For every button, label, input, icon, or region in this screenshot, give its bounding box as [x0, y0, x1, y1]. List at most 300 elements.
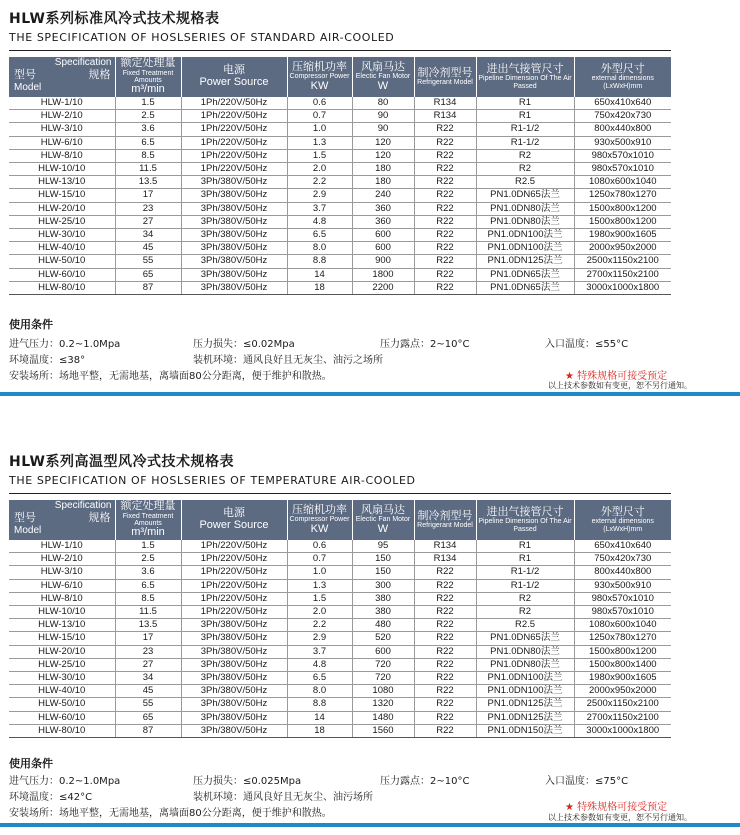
section-title-en: THE SPECIFICATION OF HOSLSERIES OF TEMPERATURE AIR-COOLED [9, 474, 416, 487]
cell-refrigerant: R22 [414, 698, 476, 711]
table-row [9, 242, 671, 255]
table-row [9, 592, 671, 605]
cell-power: 3Ph/380V/50Hz [181, 215, 287, 228]
header-pipeline: 进出气接管尺寸 Pipeline Dimension Of The Air Passed [476, 500, 574, 540]
cell-fan: 720 [352, 672, 414, 685]
cell-dimensions: 1980x900x1605 [574, 672, 671, 685]
cell-refrigerant: R22 [414, 724, 476, 737]
section-title-cn: HLW系列高温型风冷式技术规格表 [9, 454, 234, 470]
section-divider [0, 392, 740, 396]
cell-refrigerant: R134 [414, 97, 476, 110]
cell-compressor: 8.8 [287, 698, 352, 711]
cell-flow: 34 [115, 229, 181, 242]
cell-power: 1Ph/220V/50Hz [181, 553, 287, 566]
spec-table [9, 500, 671, 738]
cell-fan: 95 [352, 540, 414, 553]
table-row [9, 645, 671, 658]
table-row [9, 215, 671, 228]
cell-model: HLW-3/10 [9, 123, 115, 136]
table-header-row [9, 57, 671, 97]
cell-power: 3Ph/380V/50Hz [181, 255, 287, 268]
cell-refrigerant: R22 [414, 711, 476, 724]
cell-model: HLW-80/10 [9, 281, 115, 294]
cell-model: HLW-30/10 [9, 229, 115, 242]
inlet-temp: 入口温度：≤75°C [545, 776, 629, 787]
cell-flow: 27 [115, 658, 181, 671]
cell-refrigerant: R22 [414, 268, 476, 281]
cell-pipeline: R1-1/2 [476, 566, 574, 579]
header-flow: 额定处理量 Fixed Treatment Amounts m³/min [115, 500, 181, 540]
cell-model: HLW-60/10 [9, 268, 115, 281]
table-row [9, 553, 671, 566]
table-row [9, 123, 671, 136]
cell-pipeline: R1-1/2 [476, 579, 574, 592]
cell-flow: 1.5 [115, 97, 181, 110]
cell-power: 1Ph/220V/50Hz [181, 136, 287, 149]
dew-point: 压力露点：2~10°C [380, 339, 470, 350]
cell-fan: 150 [352, 566, 414, 579]
header-refrigerant: 制冷剂型号 Refrigerant Model [414, 57, 476, 97]
cell-fan: 480 [352, 619, 414, 632]
header-dimensions: 外型尺寸 external dimensions (LxWxH)mm [574, 57, 671, 97]
cell-refrigerant: R22 [414, 189, 476, 202]
cell-compressor: 1.3 [287, 579, 352, 592]
pressure-loss: 压力损失：≤0.025Mpa [193, 776, 302, 787]
section-divider [0, 823, 740, 827]
cell-power: 1Ph/220V/50Hz [181, 97, 287, 110]
cell-power: 3Ph/380V/50Hz [181, 268, 287, 281]
cell-power: 3Ph/380V/50Hz [181, 242, 287, 255]
cell-model: HLW-3/10 [9, 566, 115, 579]
cell-compressor: 1.0 [287, 566, 352, 579]
table-row [9, 136, 671, 149]
cell-pipeline: PN1.0DN65法兰 [476, 632, 574, 645]
cell-power: 3Ph/380V/50Hz [181, 619, 287, 632]
cell-flow: 11.5 [115, 163, 181, 176]
table-row [9, 566, 671, 579]
cell-pipeline: R2.5 [476, 176, 574, 189]
cell-power: 1Ph/220V/50Hz [181, 566, 287, 579]
title-underline [9, 493, 671, 494]
header-dimensions: 外型尺寸 external dimensions (LxWxH)mm [574, 500, 671, 540]
cell-flow: 87 [115, 281, 181, 294]
cell-fan: 120 [352, 149, 414, 162]
cell-power: 3Ph/380V/50Hz [181, 229, 287, 242]
cell-model: HLW-50/10 [9, 255, 115, 268]
cell-flow: 34 [115, 672, 181, 685]
cell-compressor: 4.8 [287, 658, 352, 671]
cell-flow: 2.5 [115, 110, 181, 123]
cell-compressor: 1.5 [287, 592, 352, 605]
cell-pipeline: R2 [476, 592, 574, 605]
table-row [9, 281, 671, 294]
cell-dimensions: 800x440x800 [574, 566, 671, 579]
change-notice: 以上技术参数如有变更，恕不另行通知。 [548, 381, 692, 390]
cell-model: HLW-15/10 [9, 632, 115, 645]
cell-pipeline: R2 [476, 149, 574, 162]
cell-pipeline: PN1.0DN125法兰 [476, 255, 574, 268]
cell-compressor: 6.5 [287, 229, 352, 242]
header-power: 电源 Power Source [181, 57, 287, 97]
cell-pipeline: R1-1/2 [476, 136, 574, 149]
cell-fan: 90 [352, 123, 414, 136]
cell-refrigerant: R22 [414, 619, 476, 632]
cell-power: 3Ph/380V/50Hz [181, 672, 287, 685]
cell-fan: 240 [352, 189, 414, 202]
cell-pipeline: PN1.0DN100法兰 [476, 685, 574, 698]
cell-flow: 65 [115, 711, 181, 724]
cell-compressor: 14 [287, 268, 352, 281]
cell-refrigerant: R22 [414, 566, 476, 579]
cell-pipeline: R2.5 [476, 619, 574, 632]
section-title-en: THE SPECIFICATION OF HOSLSERIES OF STANDARD AIR-COOLED [9, 31, 395, 44]
cell-model: HLW-8/10 [9, 149, 115, 162]
cell-dimensions: 1080x600x1040 [574, 176, 671, 189]
cell-flow: 55 [115, 255, 181, 268]
cell-model: HLW-50/10 [9, 698, 115, 711]
cell-compressor: 8.0 [287, 242, 352, 255]
cell-fan: 300 [352, 579, 414, 592]
cell-dimensions: 2000x950x2000 [574, 685, 671, 698]
cell-refrigerant: R22 [414, 202, 476, 215]
cell-compressor: 0.6 [287, 540, 352, 553]
cell-power: 1Ph/220V/50Hz [181, 149, 287, 162]
cell-power: 3Ph/380V/50Hz [181, 698, 287, 711]
cell-dimensions: 1980x900x1605 [574, 229, 671, 242]
special-order-note: ★ 特殊规格可接受预定 [565, 802, 668, 813]
cell-compressor: 18 [287, 724, 352, 737]
cell-fan: 1560 [352, 724, 414, 737]
cell-dimensions: 2500x1150x2100 [574, 255, 671, 268]
cell-compressor: 1.0 [287, 123, 352, 136]
cell-flow: 6.5 [115, 579, 181, 592]
table-row [9, 97, 671, 110]
cell-pipeline: PN1.0DN80法兰 [476, 645, 574, 658]
cell-pipeline: PN1.0DN100法兰 [476, 672, 574, 685]
inlet-pressure: 进气压力：0.2~1.0Mpa [9, 776, 121, 787]
cell-model: HLW-60/10 [9, 711, 115, 724]
cell-pipeline: R1 [476, 110, 574, 123]
cell-model: HLW-2/10 [9, 553, 115, 566]
title-underline [9, 50, 671, 51]
cell-power: 3Ph/380V/50Hz [181, 711, 287, 724]
cell-refrigerant: R22 [414, 149, 476, 162]
cell-fan: 180 [352, 163, 414, 176]
cell-flow: 8.5 [115, 149, 181, 162]
cell-compressor: 8.8 [287, 255, 352, 268]
cell-flow: 23 [115, 645, 181, 658]
cell-dimensions: 1500x800x1400 [574, 658, 671, 671]
cell-refrigerant: R22 [414, 592, 476, 605]
cell-dimensions: 2000x950x2000 [574, 242, 671, 255]
cell-flow: 23 [115, 202, 181, 215]
cell-fan: 90 [352, 110, 414, 123]
cell-pipeline: PN1.0DN80法兰 [476, 658, 574, 671]
install-site: 安装场所：场地平整，无需地基，离墙面80公分距离，便于维护和散热。 [9, 808, 332, 819]
conditions-title: 使用条件 [9, 757, 53, 770]
header-compressor: 压缩机功率 Compressor Power KW [287, 500, 352, 540]
conditions-title: 使用条件 [9, 318, 53, 331]
cell-flow: 13.5 [115, 619, 181, 632]
cell-flow: 6.5 [115, 136, 181, 149]
cell-dimensions: 650x410x640 [574, 97, 671, 110]
table-row [9, 149, 671, 162]
cell-refrigerant: R22 [414, 606, 476, 619]
table-row [9, 579, 671, 592]
cell-refrigerant: R134 [414, 110, 476, 123]
cell-dimensions: 1500x800x1200 [574, 215, 671, 228]
install-env: 装机环境：通风良好且无灰尘、油污之场所 [193, 355, 383, 366]
cell-pipeline: R1-1/2 [476, 123, 574, 136]
spec-table [9, 57, 671, 295]
cell-dimensions: 1500x800x1200 [574, 645, 671, 658]
cell-flow: 1.5 [115, 540, 181, 553]
cell-pipeline: R1 [476, 540, 574, 553]
cell-refrigerant: R22 [414, 579, 476, 592]
cell-compressor: 3.7 [287, 645, 352, 658]
header-fan: 风扇马达 Electic Fan Motor W [352, 500, 414, 540]
install-env: 装机环境：通风良好且无灰尘、油污场所 [193, 792, 373, 803]
cell-dimensions: 1080x600x1040 [574, 619, 671, 632]
table-row [9, 606, 671, 619]
cell-compressor: 0.7 [287, 553, 352, 566]
header-compressor: 压缩机功率 Compressor Power KW [287, 57, 352, 97]
cell-pipeline: R2 [476, 163, 574, 176]
cell-flow: 65 [115, 268, 181, 281]
cell-compressor: 4.8 [287, 215, 352, 228]
cell-fan: 600 [352, 242, 414, 255]
cell-model: HLW-15/10 [9, 189, 115, 202]
cell-refrigerant: R22 [414, 215, 476, 228]
cell-fan: 1480 [352, 711, 414, 724]
cell-flow: 3.6 [115, 566, 181, 579]
table-row [9, 110, 671, 123]
cell-fan: 600 [352, 229, 414, 242]
cell-power: 3Ph/380V/50Hz [181, 685, 287, 698]
cell-dimensions: 2500x1150x2100 [574, 698, 671, 711]
cell-model: HLW-40/10 [9, 242, 115, 255]
cell-compressor: 1.5 [287, 149, 352, 162]
ambient-temp: 环境温度：≤38° [9, 355, 86, 366]
table-row [9, 202, 671, 215]
cell-model: HLW-13/10 [9, 619, 115, 632]
table-row [9, 229, 671, 242]
cell-flow: 17 [115, 189, 181, 202]
cell-pipeline: PN1.0DN100法兰 [476, 229, 574, 242]
ambient-temp: 环境温度：≤42°C [9, 792, 93, 803]
cell-dimensions: 750x420x730 [574, 553, 671, 566]
cell-pipeline: PN1.0DN125法兰 [476, 711, 574, 724]
cell-refrigerant: R22 [414, 658, 476, 671]
table-row [9, 255, 671, 268]
table-row [9, 540, 671, 553]
cell-power: 3Ph/380V/50Hz [181, 724, 287, 737]
cell-power: 1Ph/220V/50Hz [181, 592, 287, 605]
cell-fan: 1080 [352, 685, 414, 698]
cell-fan: 80 [352, 97, 414, 110]
cell-pipeline: PN1.0DN100法兰 [476, 242, 574, 255]
cell-pipeline: R1 [476, 553, 574, 566]
header-power: 电源 Power Source [181, 500, 287, 540]
header-refrigerant: 制冷剂型号 Refrigerant Model [414, 500, 476, 540]
cell-dimensions: 980x570x1010 [574, 606, 671, 619]
cell-compressor: 14 [287, 711, 352, 724]
cell-refrigerant: R134 [414, 540, 476, 553]
cell-refrigerant: R22 [414, 176, 476, 189]
cell-power: 1Ph/220V/50Hz [181, 110, 287, 123]
cell-pipeline: R2 [476, 606, 574, 619]
cell-power: 1Ph/220V/50Hz [181, 606, 287, 619]
cell-dimensions: 3000x1000x1800 [574, 724, 671, 737]
cell-refrigerant: R22 [414, 672, 476, 685]
cell-refrigerant: R22 [414, 242, 476, 255]
cell-power: 3Ph/380V/50Hz [181, 632, 287, 645]
header-fan: 风扇马达 Electic Fan Motor W [352, 57, 414, 97]
table-row [9, 724, 671, 737]
header-flow: 额定处理量 Fixed Treatment Amounts m³/min [115, 57, 181, 97]
cell-model: HLW-8/10 [9, 592, 115, 605]
cell-refrigerant: R22 [414, 136, 476, 149]
cell-compressor: 18 [287, 281, 352, 294]
cell-flow: 55 [115, 698, 181, 711]
table-row [9, 685, 671, 698]
special-order-note: ★ 特殊规格可接受预定 [565, 371, 668, 382]
cell-dimensions: 930x500x910 [574, 136, 671, 149]
cell-model: HLW-80/10 [9, 724, 115, 737]
cell-dimensions: 3000x1000x1800 [574, 281, 671, 294]
section-title-cn: HLW系列标准风冷式技术规格表 [9, 11, 220, 27]
cell-model: HLW-40/10 [9, 685, 115, 698]
cell-compressor: 6.5 [287, 672, 352, 685]
cell-dimensions: 980x570x1010 [574, 592, 671, 605]
cell-flow: 13.5 [115, 176, 181, 189]
cell-pipeline: PN1.0DN125法兰 [476, 698, 574, 711]
cell-flow: 11.5 [115, 606, 181, 619]
cell-refrigerant: R22 [414, 123, 476, 136]
cell-dimensions: 980x570x1010 [574, 163, 671, 176]
cell-model: HLW-25/10 [9, 215, 115, 228]
cell-power: 3Ph/380V/50Hz [181, 281, 287, 294]
cell-fan: 380 [352, 592, 414, 605]
cell-power: 3Ph/380V/50Hz [181, 202, 287, 215]
cell-model: HLW-25/10 [9, 658, 115, 671]
cell-model: HLW-20/10 [9, 645, 115, 658]
cell-compressor: 2.0 [287, 163, 352, 176]
cell-compressor: 2.0 [287, 606, 352, 619]
cell-model: HLW-1/10 [9, 97, 115, 110]
cell-model: HLW-20/10 [9, 202, 115, 215]
cell-fan: 720 [352, 658, 414, 671]
table-row [9, 268, 671, 281]
cell-model: HLW-10/10 [9, 163, 115, 176]
cell-compressor: 1.3 [287, 136, 352, 149]
cell-fan: 2200 [352, 281, 414, 294]
cell-fan: 520 [352, 632, 414, 645]
inlet-pressure: 进气压力：0.2~1.0Mpa [9, 339, 121, 350]
cell-model: HLW-6/10 [9, 579, 115, 592]
cell-fan: 600 [352, 645, 414, 658]
cell-compressor: 2.2 [287, 619, 352, 632]
cell-flow: 45 [115, 242, 181, 255]
table-row [9, 176, 671, 189]
cell-compressor: 0.6 [287, 97, 352, 110]
cell-pipeline: R1 [476, 97, 574, 110]
cell-model: HLW-6/10 [9, 136, 115, 149]
cell-dimensions: 930x500x910 [574, 579, 671, 592]
cell-model: HLW-10/10 [9, 606, 115, 619]
cell-power: 3Ph/380V/50Hz [181, 176, 287, 189]
install-site: 安装场所：场地平整，无需地基，离墙面80公分距离，便于维护和散热。 [9, 371, 332, 382]
cell-dimensions: 800x440x800 [574, 123, 671, 136]
table-row [9, 163, 671, 176]
cell-compressor: 2.9 [287, 189, 352, 202]
cell-power: 1Ph/220V/50Hz [181, 579, 287, 592]
cell-dimensions: 980x570x1010 [574, 149, 671, 162]
cell-refrigerant: R22 [414, 632, 476, 645]
cell-fan: 360 [352, 215, 414, 228]
change-notice: 以上技术参数如有变更，恕不另行通知。 [548, 813, 692, 822]
cell-refrigerant: R22 [414, 281, 476, 294]
cell-model: HLW-13/10 [9, 176, 115, 189]
table-row [9, 698, 671, 711]
cell-fan: 1320 [352, 698, 414, 711]
cell-dimensions: 2700x1150x2100 [574, 268, 671, 281]
cell-dimensions: 2700x1150x2100 [574, 711, 671, 724]
cell-pipeline: PN1.0DN150法兰 [476, 724, 574, 737]
cell-dimensions: 1250x780x1270 [574, 189, 671, 202]
cell-compressor: 2.9 [287, 632, 352, 645]
cell-pipeline: PN1.0DN65法兰 [476, 189, 574, 202]
cell-compressor: 8.0 [287, 685, 352, 698]
cell-power: 1Ph/220V/50Hz [181, 123, 287, 136]
cell-power: 3Ph/380V/50Hz [181, 189, 287, 202]
cell-power: 1Ph/220V/50Hz [181, 163, 287, 176]
cell-pipeline: PN1.0DN80法兰 [476, 215, 574, 228]
inlet-temp: 入口温度：≤55°C [545, 339, 629, 350]
cell-flow: 8.5 [115, 592, 181, 605]
cell-power: 3Ph/380V/50Hz [181, 658, 287, 671]
dew-point: 压力露点：2~10°C [380, 776, 470, 787]
cell-fan: 180 [352, 176, 414, 189]
cell-fan: 150 [352, 553, 414, 566]
cell-pipeline: PN1.0DN65法兰 [476, 268, 574, 281]
cell-refrigerant: R22 [414, 685, 476, 698]
cell-pipeline: PN1.0DN80法兰 [476, 202, 574, 215]
cell-compressor: 0.7 [287, 110, 352, 123]
cell-fan: 1800 [352, 268, 414, 281]
cell-flow: 17 [115, 632, 181, 645]
table-row [9, 189, 671, 202]
cell-dimensions: 1500x800x1200 [574, 202, 671, 215]
table-row [9, 711, 671, 724]
cell-flow: 87 [115, 724, 181, 737]
cell-refrigerant: R134 [414, 553, 476, 566]
cell-power: 3Ph/380V/50Hz [181, 645, 287, 658]
cell-dimensions: 650x410x640 [574, 540, 671, 553]
table-header-row [9, 500, 671, 540]
cell-flow: 27 [115, 215, 181, 228]
cell-dimensions: 1250x780x1270 [574, 632, 671, 645]
cell-refrigerant: R22 [414, 163, 476, 176]
header-pipeline: 进出气接管尺寸 Pipeline Dimension Of The Air Passed [476, 57, 574, 97]
cell-fan: 360 [352, 202, 414, 215]
cell-fan: 120 [352, 136, 414, 149]
cell-refrigerant: R22 [414, 229, 476, 242]
cell-dimensions: 750x420x730 [574, 110, 671, 123]
cell-flow: 45 [115, 685, 181, 698]
cell-flow: 2.5 [115, 553, 181, 566]
cell-compressor: 3.7 [287, 202, 352, 215]
